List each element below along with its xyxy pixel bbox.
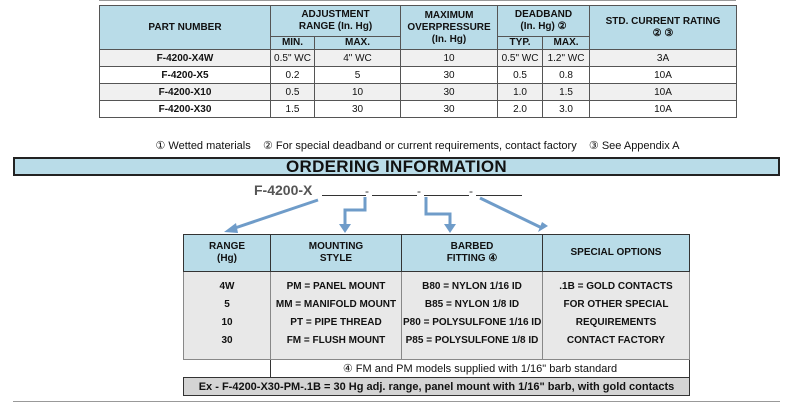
- header-std-current-label: STD. CURRENT RATING: [605, 15, 721, 27]
- spec-cell-typ: 0.5" WC: [498, 50, 543, 67]
- header-adjustment-range: ADJUSTMENT RANGE (In. Hg): [271, 6, 401, 37]
- arrowhead-mounting: [339, 224, 351, 233]
- special-options-column: [543, 272, 690, 360]
- barbed-option: P85 = POLYSULFONE 1/8 ID: [405, 335, 539, 346]
- range-option: 5: [224, 299, 230, 310]
- spec-cell-max: 30: [315, 101, 401, 118]
- spec-cell-min: 1.5: [271, 101, 315, 118]
- spec-cell-typ: 0.5: [498, 67, 543, 84]
- special-option: FOR OTHER SPECIAL: [563, 299, 669, 310]
- special-option: CONTACT FACTORY: [566, 335, 666, 346]
- range-option: 4W: [219, 281, 235, 292]
- spec-cell-part: F-4200-X30: [100, 101, 271, 118]
- bottom-rule: [13, 401, 780, 402]
- header-max-overpressure: MAXIMUM OVERPRESSURE (In. Hg): [401, 6, 498, 50]
- spec-cell-rating: 10A: [590, 101, 737, 118]
- header-range: RANGE (Hg): [184, 235, 271, 272]
- spec-cell-max: 5: [315, 67, 401, 84]
- mounting-option: PT = PIPE THREAD: [290, 317, 382, 328]
- spec-cell-dmax: 1.2" WC: [543, 50, 590, 67]
- arrow-barbed: [426, 197, 450, 226]
- ordering-information-banner: ORDERING INFORMATION: [13, 157, 780, 176]
- header-barbed: BARBED FITTING ④: [402, 235, 543, 272]
- header-typ: TYP.: [498, 37, 543, 50]
- spec-cell-over: 30: [401, 84, 498, 101]
- arrow-mounting: [345, 197, 365, 226]
- mounting-option: FM = FLUSH MOUNT: [286, 335, 386, 346]
- header-part-number: PART NUMBER: [100, 6, 271, 50]
- header-db-max: MAX.: [543, 37, 590, 50]
- dash-2: -: [417, 184, 421, 198]
- range-option: 10: [221, 317, 233, 328]
- special-option: REQUIREMENTS: [575, 317, 657, 328]
- arrow-range: [232, 200, 318, 229]
- model-prefix: F-4200-X: [254, 182, 313, 198]
- spec-cell-min: 0.5" WC: [271, 50, 315, 67]
- spec-cell-dmax: 1.5: [543, 84, 590, 101]
- header-min: MIN.: [271, 37, 315, 50]
- barb-footnote: ④ FM and PM models supplied with 1/16" barb standard: [271, 360, 690, 378]
- spec-cell-dmax: 0.8: [543, 67, 590, 84]
- spec-cell-over: 30: [401, 101, 498, 118]
- spec-cell-over: 30: [401, 67, 498, 84]
- arrowhead-range: [224, 223, 238, 233]
- spec-cell-rating: 3A: [590, 50, 737, 67]
- mounting-column: [271, 272, 402, 360]
- spec-cell-part: F-4200-X10: [100, 84, 271, 101]
- spec-cell-max: 4" WC: [315, 50, 401, 67]
- footnotes: ① Wetted materials ② For special deadband or current requirements, contact factory ③ See Appendix A: [155, 140, 680, 152]
- spec-cell-dmax: 3.0: [543, 101, 590, 118]
- ordering-table: [183, 234, 690, 396]
- dash-1: -: [365, 184, 369, 198]
- barbed-option: P80 = POLYSULFONE 1/16 ID: [403, 317, 542, 328]
- header-special-options: SPECIAL OPTIONS: [543, 235, 690, 272]
- range-column: [184, 272, 271, 360]
- header-std-current-marks: ② ③: [652, 27, 674, 39]
- spec-cell-max: 10: [315, 84, 401, 101]
- spec-cell-rating: 10A: [590, 67, 737, 84]
- barbed-column: [402, 272, 543, 360]
- spec-cell-part: F-4200-X4W: [100, 50, 271, 67]
- special-option: .1B = GOLD CONTACTS: [559, 281, 673, 292]
- header-max: MAX.: [315, 37, 401, 50]
- spec-cell-rating: 10A: [590, 84, 737, 101]
- barbed-option: B85 = NYLON 1/8 ID: [424, 299, 520, 310]
- dash-3: -: [469, 184, 473, 198]
- spec-cell-min: 0.2: [271, 67, 315, 84]
- spec-cell-min: 0.5: [271, 84, 315, 101]
- ordering-example: Ex - F-4200-X30-PM-.1B = 30 Hg adj. range, panel mount with 1/16" barb, with gold contacts: [184, 378, 690, 396]
- spec-cell-over: 10: [401, 50, 498, 67]
- header-deadband: DEADBAND (In. Hg) ②: [498, 6, 590, 37]
- spec-cell-typ: 2.0: [498, 101, 543, 118]
- arrow-options: [480, 198, 542, 228]
- barbed-option: B80 = NYLON 1/16 ID: [422, 281, 522, 292]
- arrowhead-barbed: [444, 224, 456, 233]
- mounting-option: MM = MANIFOLD MOUNT: [275, 299, 397, 310]
- spec-cell-part: F-4200-X5: [100, 67, 271, 84]
- header-mounting: MOUNTING STYLE: [271, 235, 402, 272]
- spec-cell-typ: 1.0: [498, 84, 543, 101]
- range-option: 30: [221, 335, 233, 346]
- mounting-option: PM = PANEL MOUNT: [286, 281, 386, 292]
